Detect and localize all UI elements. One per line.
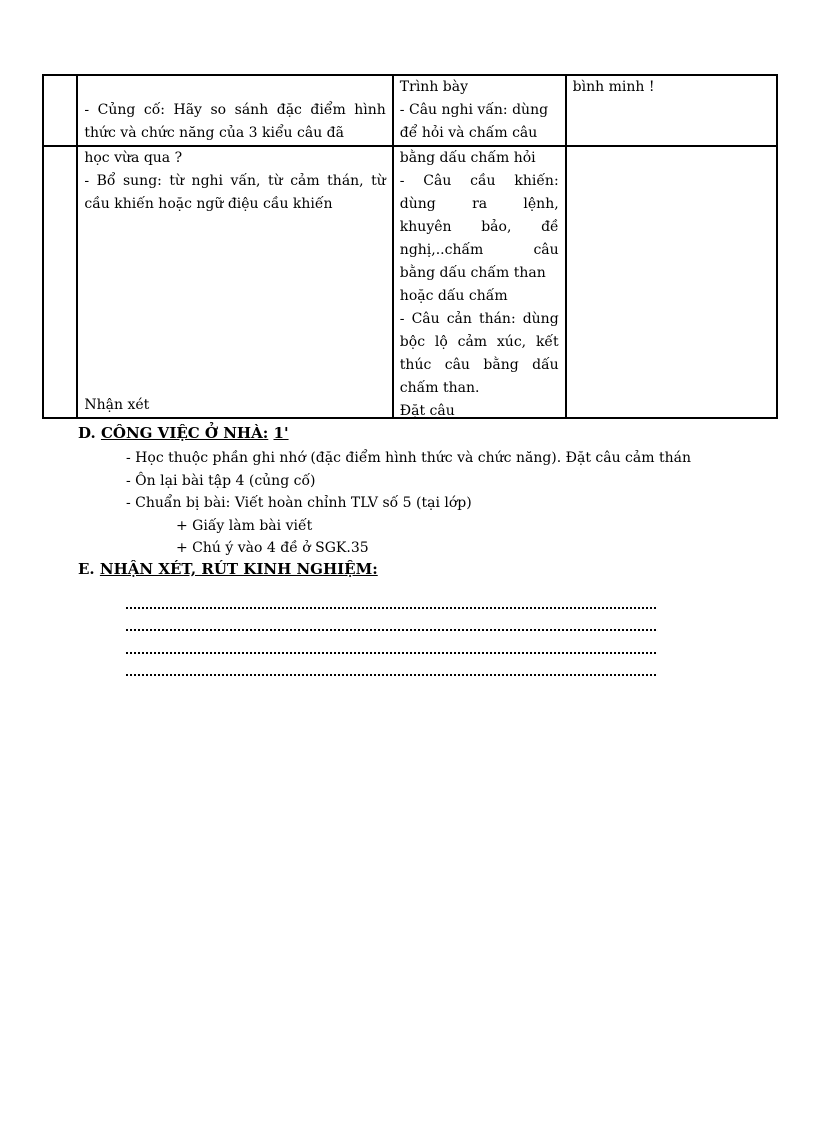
cell-line: để hỏi và chấm câu — [399, 125, 538, 141]
cell-line: - Câu cầu khiến: — [399, 173, 559, 189]
list-item: - Ôn lại bài tập 4 (củng cố) — [126, 472, 316, 489]
notes-lines — [126, 586, 656, 676]
cell-line: thức và chức năng của 3 kiểu câu đã — [84, 125, 344, 141]
cell-line: - Câu nghi vấn: dùng — [399, 102, 549, 118]
table-cell-content — [566, 146, 777, 418]
dotted-line — [126, 586, 656, 609]
cell-line: - Bổ sung: từ nghi vấn, từ cảm thán, từ — [84, 173, 386, 189]
list-subitem: + Chú ý vào 4 đề ở SGK.35 — [176, 540, 369, 556]
cell-footer: Đặt câu — [399, 403, 455, 419]
table-cell-teacher-activity — [77, 146, 392, 418]
dotted-line — [126, 609, 656, 632]
cell-line: dùng ra lệnh, — [399, 196, 559, 212]
section-letter: D. — [78, 424, 96, 442]
list-item: - Chuẩn bị bài: Viết hoàn chỉnh TLV số 5 (tại lớp) — [126, 495, 472, 511]
cell-line: hoặc dấu chấm — [399, 288, 508, 304]
cell-line: khuyên bảo, đề — [399, 219, 559, 235]
table-row — [43, 146, 777, 418]
section-d-heading — [78, 424, 289, 442]
list-item: - Học thuộc phần ghi nhớ (đặc điểm hình thức và chức năng). Đặt câu cảm thán — [126, 450, 691, 466]
dotted-line — [126, 631, 656, 654]
cell-line: bình minh ! — [572, 79, 655, 95]
section-title: NHẬN XÉT, RÚT KINH NGHIỆM: — [99, 560, 378, 578]
list-subitem: + Giấy làm bài viết — [176, 517, 313, 534]
section-title: CÔNG VIỆC Ở NHÀ: — [100, 424, 269, 442]
cell-line: nghị,..chấm câu — [399, 242, 559, 258]
table-cell-content — [566, 75, 777, 146]
cell-line: bằng dấu chấm hỏi — [399, 150, 536, 166]
cell-line — [84, 76, 385, 99]
cell-line: học vừa qua ? — [84, 150, 183, 166]
homework-list — [126, 447, 691, 560]
table-cell-student-activity — [393, 146, 566, 418]
table-cell-stage — [43, 146, 77, 418]
table-cell-student-activity — [393, 75, 566, 146]
cell-line: bằng dấu chấm than — [399, 265, 546, 281]
cell-line: bộc lộ cảm xúc, kết — [399, 334, 559, 350]
section-e-heading — [78, 560, 378, 578]
table-cell-stage — [43, 75, 77, 146]
section-letter: E. — [78, 560, 95, 578]
dotted-line — [126, 654, 656, 677]
table-row — [43, 75, 777, 146]
cell-line: Trình bày — [399, 79, 469, 95]
cell-line: chấm than. — [399, 380, 480, 396]
cell-line: thúc câu bằng dấu — [399, 357, 559, 373]
section-time: 1' — [273, 424, 289, 442]
lesson-table — [42, 74, 778, 419]
cell-line: cầu khiến hoặc ngữ điệu cầu khiến — [84, 196, 333, 212]
cell-line: - Câu cản thán: dùng — [399, 311, 559, 327]
cell-footer: Nhận xét — [84, 397, 150, 413]
cell-line: - Củng cố: Hãy so sánh đặc điểm hình — [84, 102, 386, 118]
table-cell-teacher-activity — [77, 75, 392, 146]
